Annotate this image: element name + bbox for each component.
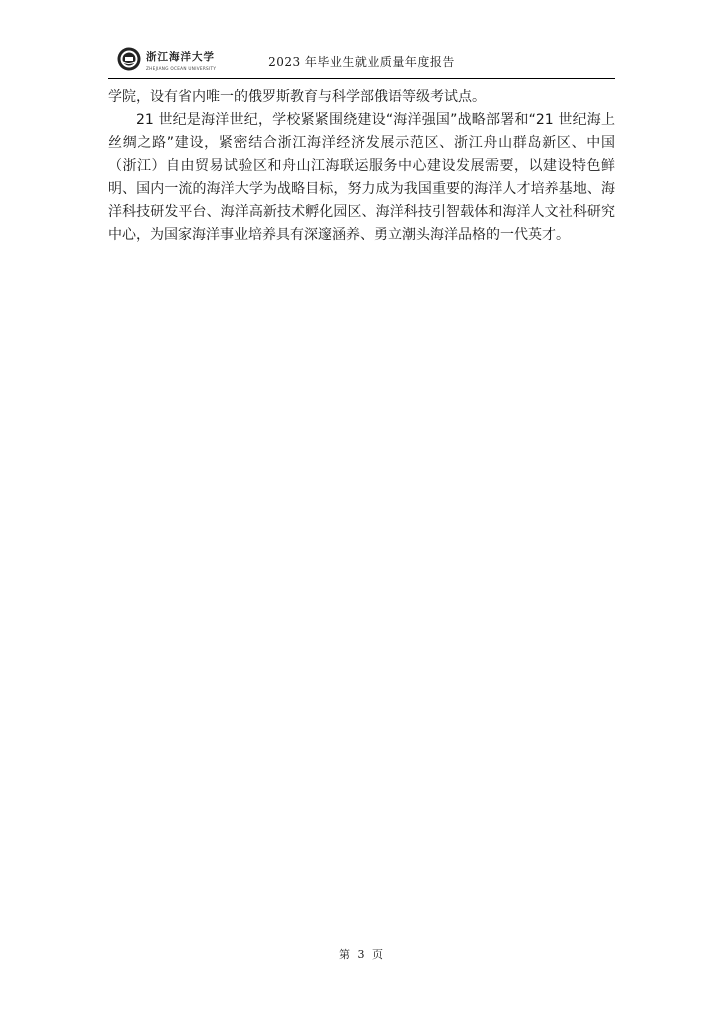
report-title: 2023 年毕业生就业质量年度报告 — [268, 55, 455, 69]
page-header — [108, 40, 615, 78]
body-content — [108, 86, 615, 247]
svg-text:ZHEJIANG OCEAN UNIVERSITY: ZHEJIANG OCEAN UNIVERSITY — [146, 66, 217, 71]
paragraph-1: 学院，设有省内唯一的俄罗斯教育与科学部俄语等级考试点。 — [108, 89, 486, 105]
header-divider — [108, 78, 615, 79]
paragraph-2: 21 世纪是海洋世纪，学校紧紧围绕建设“海洋强国”战略部署和“21 世纪海上丝绸之路”建设，紧密结合浙江海洋经济发展示范区、浙江舟山群岛新区、中国（浙江）自由贸易试验区和舟山江海联运服务中心建设发展需要，以建设特色鲜明、国内一流的海洋大学为战略目标，努力成为我国重要的海洋人才培养基地、海洋科技研发平台、海洋高新技术孵化园区、海洋科技引智载体和海洋人文社科研究中心，为国家海洋事业培养具有深邃涵养、勇立潮头海洋品格的一代英才。 — [108, 112, 615, 243]
page-number: 第 3 页 — [339, 948, 385, 961]
svg-text:浙江海洋大学: 浙江海洋大学 — [146, 51, 215, 63]
